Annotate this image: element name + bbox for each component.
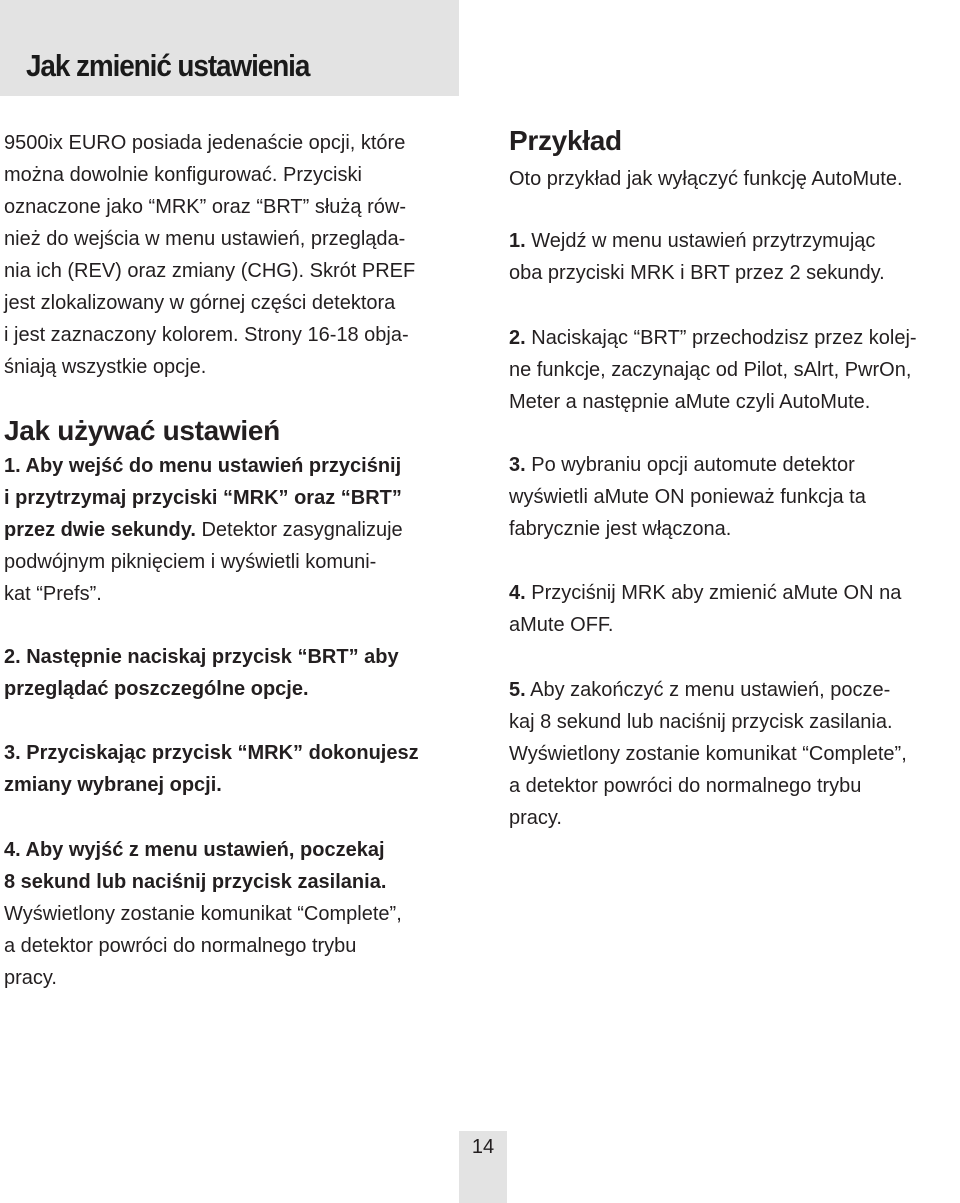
example-step-1-line: oba przyciski MRK i BRT przez 2 sekundy. [509, 262, 885, 284]
step-1-line: podwójnym piknięciem i wyświetli komuni- [4, 551, 377, 573]
section-title-usage: Jak używać ustawień [4, 415, 280, 446]
example-step-4-line: aMute OFF. [509, 614, 614, 636]
page-number-box [459, 1131, 507, 1203]
intro-line: jest zlokalizowany w górnej części detektora [4, 292, 396, 314]
example-step-5-line: a detektor powróci do normalnego trybu [509, 775, 862, 797]
step-4-line: Wyświetlony zostanie komunikat “Complete”, [4, 903, 402, 925]
step-number: 5. [509, 679, 526, 701]
example-step-2-line: ne funkcje, zaczynając od Pilot, sAlrt, PwrOn, [509, 359, 912, 381]
intro-line: nia ich (REV) oraz zmiany (CHG). Skrót PREF [4, 260, 416, 282]
step-text: Po wybraniu opcji automute detektor [525, 454, 855, 476]
example-step-3-line: fabrycznie jest włączona. [509, 518, 732, 540]
example-step-5-line: kaj 8 sekund lub naciśnij przycisk zasilania. [509, 711, 893, 733]
example-intro: Oto przykład jak wyłączyć funkcję AutoMute. [509, 168, 903, 190]
step-4-line: 8 sekund lub naciśnij przycisk zasilania. [4, 871, 387, 893]
step-number: 3. [509, 454, 526, 476]
page-title: Jak zmienić ustawienia [26, 48, 310, 83]
step-4-line: 4. Aby wyjść z menu ustawień, poczekaj [4, 839, 385, 861]
example-step-5-line: Wyświetlony zostanie komunikat “Complete”, [509, 743, 907, 765]
example-step-4 [509, 577, 901, 609]
section-title-example: Przykład [509, 125, 622, 156]
example-step-2-line: Meter a następnie aMute czyli AutoMute. [509, 391, 871, 413]
step-number: 1. [509, 230, 526, 252]
step-text: Aby zakończyć z menu ustawień, pocze- [525, 679, 891, 701]
step-number: 4. [509, 582, 526, 604]
step-1-line: 1. Aby wejść do menu ustawień przyciśnij [4, 455, 402, 477]
step-3-line: 3. Przyciskając przycisk “MRK” dokonujesz [4, 742, 419, 764]
example-step-2 [509, 322, 917, 354]
step-2-line: 2. Następnie naciskaj przycisk “BRT” aby [4, 646, 399, 668]
step-text: Wejdź w menu ustawień przytrzymując [525, 230, 876, 252]
example-step-3-line: wyświetli aMute ON ponieważ funkcja ta [509, 486, 866, 508]
step-1-line: i przytrzymaj przyciski “MRK” oraz “BRT” [4, 487, 402, 509]
intro-line: 9500ix EURO posiada jedenaście opcji, które [4, 132, 406, 154]
step-1-rest: Detektor zasygnalizuje [195, 519, 403, 541]
step-text: Naciskając “BRT” przechodzisz przez kolej- [525, 327, 917, 349]
page-number: 14 [471, 1136, 495, 1158]
intro-line: oznaczone jako “MRK” oraz “BRT” służą rów- [4, 196, 406, 218]
step-3-line: zmiany wybranej opcji. [4, 774, 222, 796]
step-1-line: kat “Prefs”. [4, 583, 102, 605]
step-text: Przyciśnij MRK aby zmienić aMute ON na [525, 582, 902, 604]
step-4-line: pracy. [4, 967, 57, 989]
example-step-1 [509, 225, 875, 257]
intro-line: można dowolnie konfigurować. Przyciski [4, 164, 362, 186]
step-4-line: a detektor powróci do normalnego trybu [4, 935, 357, 957]
intro-line: i jest zaznaczony kolorem. Strony 16-18 obja- [4, 324, 409, 346]
step-number: 2. [509, 327, 526, 349]
example-step-3 [509, 449, 855, 481]
step-1-bold: przez dwie sekundy. [4, 519, 196, 541]
intro-line: nież do wejścia w menu ustawień, przegląda- [4, 228, 406, 250]
intro-line: śniają wszystkie opcje. [4, 356, 207, 378]
step-1-line [4, 514, 403, 546]
step-2-line: przeglądać poszczególne opcje. [4, 678, 309, 700]
example-step-5-line: pracy. [509, 807, 562, 829]
example-step-5 [509, 674, 890, 706]
